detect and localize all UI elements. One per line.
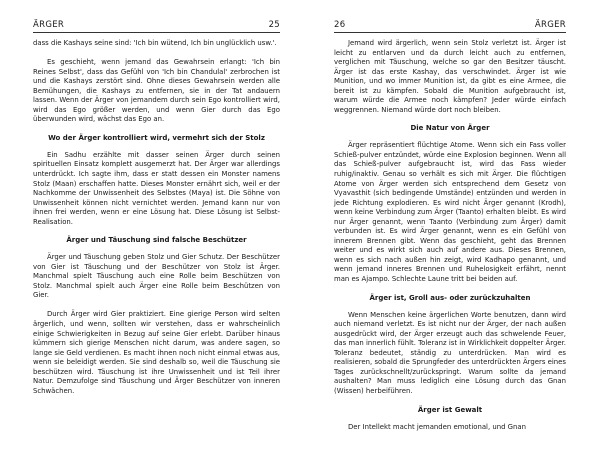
paragraph: dass die Kashays seine sind: 'Ich bin wütend, Ich bin unglücklich usw.'.	[33, 39, 277, 47]
body-text	[33, 39, 280, 396]
paragraph: Ärger repräsentiert flüchtige Atome. Wenn sich ein Fass voller Schieß-pulver entzündet, würde eine Explosion beginnen. Wenn all das Schieß-pulver aufgebraucht ist, wird das Fass wieder ruhig/inaktiv. Genau so verhält es sich mit Ärger. Die flüchtigen Atome von Ärger werden sich entsprechend dem Gesetz von Vyavasthit (sich bedingende Umstände) entzünden und werden in jede Richtung explodieren. Es wird nicht Ärger genannt (Krodh), wenn keine Verbindung zum Ärger (Taanto) erhalten bleibt. Es wird nur Ärger genannt, wenn Taanto (Verbindung zum Ärger) damit verbunden ist. Es wird Ärger genannt, wenn es ein Gefühl von innerem Brennen gibt. Wenn das geschieht, geht das Brennen weiter und es wirkt sich auch auf andere aus. Dieses Brennen, wenn es sich nach außen hin zeigt, wird Kadhapo genannt, und wenn jemand inneres Brennen und Ruhelosigkeit erfährt, nennt man es Ajampo. Schlechte Laune tritt bei beiden auf.	[334, 141, 566, 284]
section-heading: Ärger und Täuschung sind falsche Beschützer	[66, 236, 247, 245]
page-header	[334, 20, 566, 33]
body-text	[334, 39, 566, 432]
page-number: 26	[334, 20, 346, 30]
paragraph: Ärger und Täuschung geben Stolz und Gier Schutz. Der Beschützer von Gier ist Täuschung und der Beschützer von Stolz ist Ärger. Manchmal spielt Täuschung auch eine Rolle beim Beschützen von Stolz. Manchmal spielt auch Ärger eine Rolle beim Beschützen von Gier.	[33, 253, 280, 300]
page-number: 25	[268, 20, 280, 30]
running-title: ÄRGER	[534, 20, 566, 30]
section-heading: Ärger ist Gewalt	[417, 405, 483, 414]
section-heading: Ärger ist, Groll aus- oder zurückzuhalten	[369, 293, 531, 302]
section-heading: Die Natur von Ärger	[410, 124, 490, 133]
paragraph: Es geschieht, wenn jemand das Gewahrsein erlangt: 'Ich bin Reines Selbst', dass das Gefühl von 'Ich bin Chandulal' zerbrochen ist und die Kashays zerstört sind. Ohne dieses Gewahrsein werden alle Bemühungen, die Kashays zu entfernen, sie in der Tat andauern lassen. Wenn der Ärger von jemandem durch sein Ego kontrolliert wird, wird das Ego größer werden, und wenn Gier durch das Ego überwunden wird, wächst das Ego an.	[33, 58, 280, 124]
paragraph: Jemand wird ärgerlich, wenn sein Stolz verletzt ist. Ärger ist leicht zu entlarven und da durch leicht auch zu entfernen, verglichen mit Täuschung, welche so gar den Besitzer täuscht. Ärger ist das erste Kashay, das verschwindet. Ärger ist wie Munition, und wo immer Munition ist, da gibt es eine Armee, die bereit ist zu kämpfen. Sobald die Munition aufgebraucht ist, warum würde die Armee noch kämpfen? Jeder würde einfach weggrennen. Niemand würde dort noch bleiben.	[334, 39, 566, 114]
page-header	[33, 20, 280, 33]
section-heading: Wo der Ärger kontrolliert wird, vermehrt sich der Stolz	[48, 133, 265, 142]
right-page	[300, 0, 600, 463]
paragraph: Durch Ärger wird Gier praktiziert. Eine gierige Person wird selten ärgerlich, und wenn, sollten wir verstehen, dass er wahrscheinlich einige Schwierigkeiten in Bezug auf seine Gier erlebt. Darüber hinaus kümmern sich gierige Menschen nicht darum, was andere sagen, so lange sie Geld verdienen. Es macht ihnen noch nicht einmal etwas aus, wenn sie beleidigt werden. Sie sind deshalb so, weil die Täuschung sie beschützen wird. Täuschung ist ihre Unwissenheit und ist Teil ihrer Natur. Demzufolge sind Täuschung und Ärger Beschützer von inneren Schwächen.	[33, 310, 280, 395]
running-title: ÄRGER	[33, 20, 65, 30]
paragraph: Wenn Menschen keine ärgerlichen Worte benutzen, dann wird auch niemand verletzt. Es ist nicht nur der Ärger, der nach außen ausgedrückt wird, der Ärger erzeugt auch das schwelende Feuer, das man innerlich fühlt. Toleranz ist in Wirklichkeit doppelter Ärger. Toleranz bedeutet, ständig zu unterdrücken. Man wird es realisieren, sobald die Sprungfeder des unterdrückten Ärgers eines Tages zurückschnellt/zurückspringt. Warum sollte da jemand aushalten? Man muss lediglich eine Lösung durch das Gnan (Wissen) herbeiführen.	[334, 310, 566, 395]
paragraph: Der Intellekt macht jemanden emotional, und Gnan	[348, 422, 526, 431]
paragraph: Ein Sadhu erzählte mit dasser seinen Ärger durch seinen spirituellen Einsatz komplett ausgemerzt hat. Der Ärger war allerdings unterdrückt. Ich sagte ihm, dass er statt dessen ein Monster namens Stolz (Maan) erschaffen hatte. Dieses Monster ernährt sich, weil er der Nachkomme der Unwissenheit des Selbstes (Maya) ist. Die Söhne von Unwissenheit können nicht vernichtet werden. Jemand kann nur von ihnen frei werden, wenn er eine Lösung hat. Diese Lösung ist Selbst-Realisation.	[33, 150, 280, 226]
